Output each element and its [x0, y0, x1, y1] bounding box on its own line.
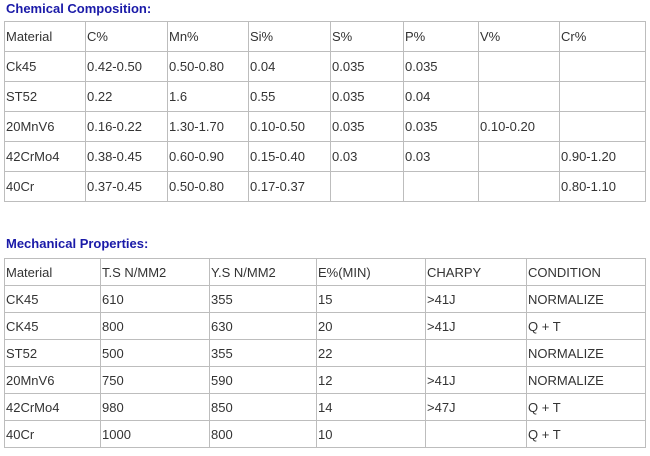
chemical-cell: 0.38-0.45: [86, 142, 168, 172]
chemical-cell: [404, 172, 479, 202]
mechanical-cell: 10: [317, 421, 426, 448]
mechanical-cell: 800: [210, 421, 317, 448]
chemical-cell: 20MnV6: [5, 112, 86, 142]
mechanical-cell: 980: [101, 394, 210, 421]
mechanical-table-row: [5, 340, 646, 367]
chemical-cell: 0.04: [404, 82, 479, 112]
mechanical-cell: Q + T: [527, 394, 646, 421]
chemical-cell: [479, 52, 560, 82]
chemical-cell: [479, 82, 560, 112]
chemical-cell: 42CrMo4: [5, 142, 86, 172]
chemical-cell: 1.6: [168, 82, 249, 112]
mechanical-cell: [426, 340, 527, 367]
mechanical-cell: 12: [317, 367, 426, 394]
mechanical-cell: 20: [317, 313, 426, 340]
chemical-cell: 0.035: [331, 112, 404, 142]
chemical-cell: 0.04: [249, 52, 331, 82]
chemical-cell: V%: [479, 22, 560, 52]
chemical-cell: [479, 172, 560, 202]
chemical-cell: 0.55: [249, 82, 331, 112]
chemical-cell: Cr%: [560, 22, 646, 52]
mechanical-cell: T.S N/MM2: [101, 259, 210, 286]
chemical-cell: Mn%: [168, 22, 249, 52]
chemical-cell: 0.50-0.80: [168, 52, 249, 82]
mechanical-cell: 14: [317, 394, 426, 421]
mechanical-cell: CHARPY: [426, 259, 527, 286]
mechanical-cell: NORMALIZE: [527, 367, 646, 394]
chemical-cell: 0.50-0.80: [168, 172, 249, 202]
mechanical-cell: 750: [101, 367, 210, 394]
chemical-cell: 0.035: [331, 82, 404, 112]
mechanical-cell: 42CrMo4: [5, 394, 101, 421]
mechanical-cell: E%(MIN): [317, 259, 426, 286]
chemical-cell: [331, 172, 404, 202]
mechanical-cell: CK45: [5, 286, 101, 313]
mechanical-cell: 500: [101, 340, 210, 367]
mechanical-cell: 630: [210, 313, 317, 340]
mechanical-table-row: [5, 286, 646, 313]
mechanical-cell: Q + T: [527, 313, 646, 340]
chemical-cell: 0.03: [404, 142, 479, 172]
chemical-cell: 0.035: [331, 52, 404, 82]
chemical-cell: P%: [404, 22, 479, 52]
mechanical-cell: 355: [210, 340, 317, 367]
mechanical-cell: 590: [210, 367, 317, 394]
chemical-cell: Si%: [249, 22, 331, 52]
mechanical-cell: 20MnV6: [5, 367, 101, 394]
chemical-cell: ST52: [5, 82, 86, 112]
chemical-cell: C%: [86, 22, 168, 52]
mechanical-cell: >41J: [426, 313, 527, 340]
chemical-cell: 0.15-0.40: [249, 142, 331, 172]
mechanical-cell: >41J: [426, 286, 527, 313]
mechanical-cell: CK45: [5, 313, 101, 340]
mechanical-cell: 40Cr: [5, 421, 101, 448]
chemical-cell: 0.035: [404, 112, 479, 142]
chemical-cell: Material: [5, 22, 86, 52]
chemical-cell: 0.22: [86, 82, 168, 112]
mechanical-properties-title: Mechanical Properties:: [6, 236, 149, 251]
chemical-composition-title: Chemical Composition:: [6, 1, 152, 16]
chemical-cell: 0.42-0.50: [86, 52, 168, 82]
chemical-cell: Ck45: [5, 52, 86, 82]
chemical-table-row: [5, 112, 646, 142]
mechanical-properties-table: [4, 258, 646, 448]
chemical-cell: 40Cr: [5, 172, 86, 202]
chemical-cell: [479, 142, 560, 172]
chemical-cell: [560, 112, 646, 142]
chemical-cell: 0.035: [404, 52, 479, 82]
chemical-cell: 0.60-0.90: [168, 142, 249, 172]
mechanical-cell: 850: [210, 394, 317, 421]
chemical-table-row: [5, 172, 646, 202]
mechanical-cell: ST52: [5, 340, 101, 367]
chemical-cell: 0.03: [331, 142, 404, 172]
mechanical-header-row: [5, 259, 646, 286]
mechanical-cell: [426, 421, 527, 448]
mechanical-cell: 1000: [101, 421, 210, 448]
mechanical-cell: 15: [317, 286, 426, 313]
mechanical-cell: 800: [101, 313, 210, 340]
chemical-cell: [560, 82, 646, 112]
mechanical-table-row: [5, 421, 646, 448]
mechanical-table-row: [5, 394, 646, 421]
chemical-cell: 0.16-0.22: [86, 112, 168, 142]
mechanical-cell: >47J: [426, 394, 527, 421]
mechanical-cell: CONDITION: [527, 259, 646, 286]
chemical-table-row: [5, 52, 646, 82]
chemical-composition-table: [4, 21, 646, 202]
chemical-cell: 0.90-1.20: [560, 142, 646, 172]
mechanical-cell: Q + T: [527, 421, 646, 448]
chemical-cell: 1.30-1.70: [168, 112, 249, 142]
mechanical-cell: NORMALIZE: [527, 286, 646, 313]
chemical-header-row: [5, 22, 646, 52]
chemical-cell: 0.37-0.45: [86, 172, 168, 202]
mechanical-cell: 22: [317, 340, 426, 367]
mechanical-table-row: [5, 313, 646, 340]
chemical-cell: 0.17-0.37: [249, 172, 331, 202]
chemical-cell: 0.10-0.20: [479, 112, 560, 142]
chemical-cell: [560, 52, 646, 82]
chemical-cell: 0.10-0.50: [249, 112, 331, 142]
chemical-cell: 0.80-1.10: [560, 172, 646, 202]
chemical-table-row: [5, 142, 646, 172]
chemical-table-row: [5, 82, 646, 112]
mechanical-cell: NORMALIZE: [527, 340, 646, 367]
mechanical-cell: Material: [5, 259, 101, 286]
mechanical-cell: Y.S N/MM2: [210, 259, 317, 286]
mechanical-table-row: [5, 367, 646, 394]
mechanical-cell: 355: [210, 286, 317, 313]
mechanical-cell: >41J: [426, 367, 527, 394]
chemical-cell: S%: [331, 22, 404, 52]
mechanical-cell: 610: [101, 286, 210, 313]
